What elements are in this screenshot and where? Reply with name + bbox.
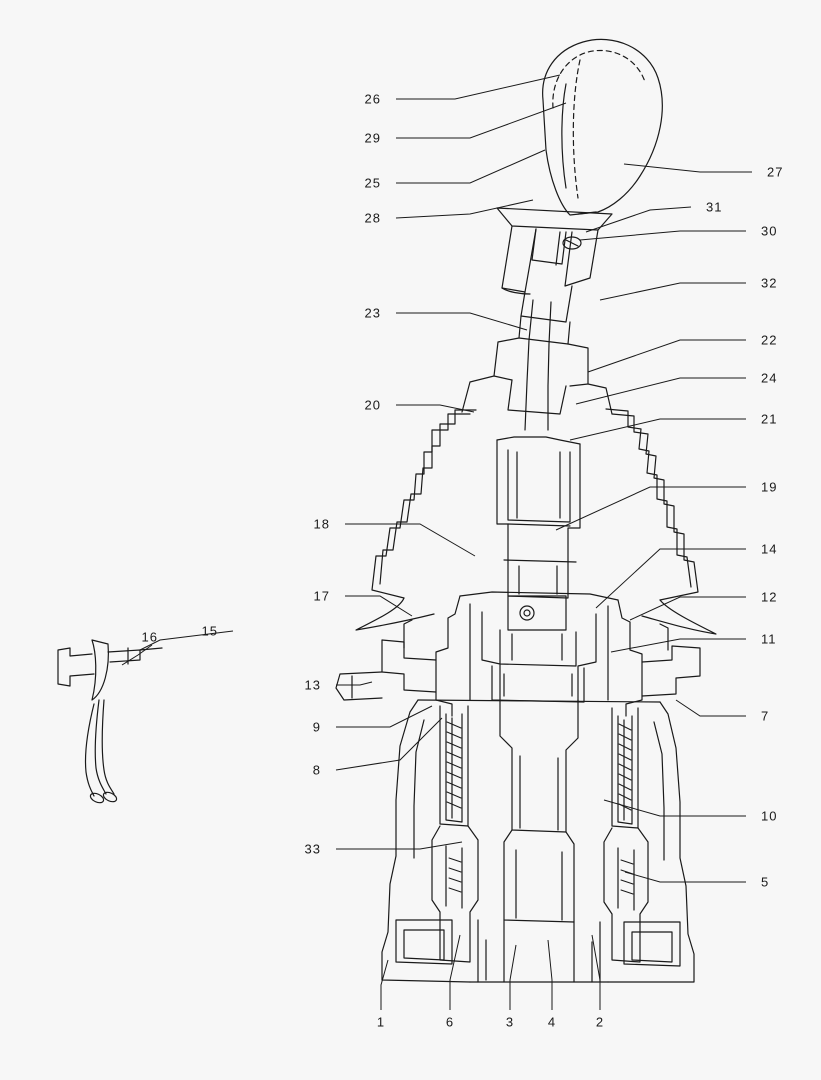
callout-leader-23 [396, 313, 527, 330]
callout-leader-3 [510, 945, 516, 1010]
callout-number-5: 5 [761, 874, 770, 890]
callout-number-31: 31 [706, 199, 723, 215]
callout-number-28: 28 [364, 210, 381, 226]
callout-number-24: 24 [761, 370, 778, 386]
callout-number-25: 25 [364, 175, 381, 191]
callout-leader-4 [548, 940, 552, 1010]
callout-leader-18 [345, 524, 475, 556]
detached-clip-part [58, 640, 162, 805]
callout-leader-10 [604, 800, 746, 816]
callout-number-20: 20 [364, 397, 381, 413]
callout-number-8: 8 [312, 762, 321, 778]
callout-number-27: 27 [767, 164, 784, 180]
callout-number-32: 32 [761, 275, 778, 291]
callout-number-15: 15 [201, 623, 218, 639]
callout-leader-8 [336, 718, 442, 770]
callout-number-14: 14 [761, 541, 778, 557]
callout-leader-14 [596, 549, 746, 608]
inner-column [497, 437, 580, 598]
callout-leader-16 [122, 645, 152, 665]
callout-leader-5 [625, 872, 746, 882]
callout-leader-2 [592, 935, 600, 1010]
upper-lever-boot [502, 226, 598, 322]
callout-number-22: 22 [761, 332, 778, 348]
callout-number-3: 3 [505, 1014, 515, 1030]
callout-leader-12 [630, 597, 746, 620]
callout-number-7: 7 [761, 708, 770, 724]
callout-number-2: 2 [595, 1014, 605, 1030]
callout-leader-24 [576, 378, 746, 404]
callout-leader-13 [336, 682, 372, 685]
callout-number-18: 18 [313, 516, 330, 532]
callout-leader-9 [336, 706, 432, 727]
callout-number-10: 10 [761, 808, 778, 824]
callout-leader-29 [396, 103, 566, 138]
callout-number-33: 33 [304, 841, 321, 857]
callout-number-26: 26 [364, 91, 381, 107]
callout-leaders [122, 75, 752, 1010]
callout-leader-32 [600, 283, 746, 300]
callout-number-12: 12 [761, 589, 778, 605]
callout-number-11: 11 [761, 631, 777, 647]
callout-number-19: 19 [761, 479, 778, 495]
callout-leader-17 [345, 596, 412, 616]
callout-number-17: 17 [313, 588, 330, 604]
callout-number-23: 23 [364, 305, 381, 321]
callout-number-6: 6 [445, 1014, 455, 1030]
lever-shaft [462, 300, 612, 430]
callout-leader-19 [556, 487, 746, 530]
callout-number-29: 29 [364, 130, 381, 146]
pivot-housing [436, 592, 642, 716]
callout-leader-33 [336, 842, 462, 849]
callout-number-21: 21 [761, 411, 778, 427]
callout-leader-21 [570, 419, 746, 440]
callout-number-1: 1 [376, 1014, 386, 1030]
callout-number-9: 9 [312, 719, 321, 735]
callout-leader-7 [676, 700, 746, 716]
side-flanges [336, 620, 700, 700]
callout-number-13: 13 [304, 677, 321, 693]
callout-leader-26 [396, 75, 560, 99]
callout-number-30: 30 [761, 223, 778, 239]
callout-leader-22 [588, 340, 746, 372]
callout-leader-30 [580, 231, 746, 240]
main-housing [382, 700, 694, 982]
callout-leader-25 [396, 150, 545, 183]
callout-number-16: 16 [141, 629, 158, 645]
callout-number-4: 4 [547, 1014, 557, 1030]
shift-knob [497, 39, 662, 230]
